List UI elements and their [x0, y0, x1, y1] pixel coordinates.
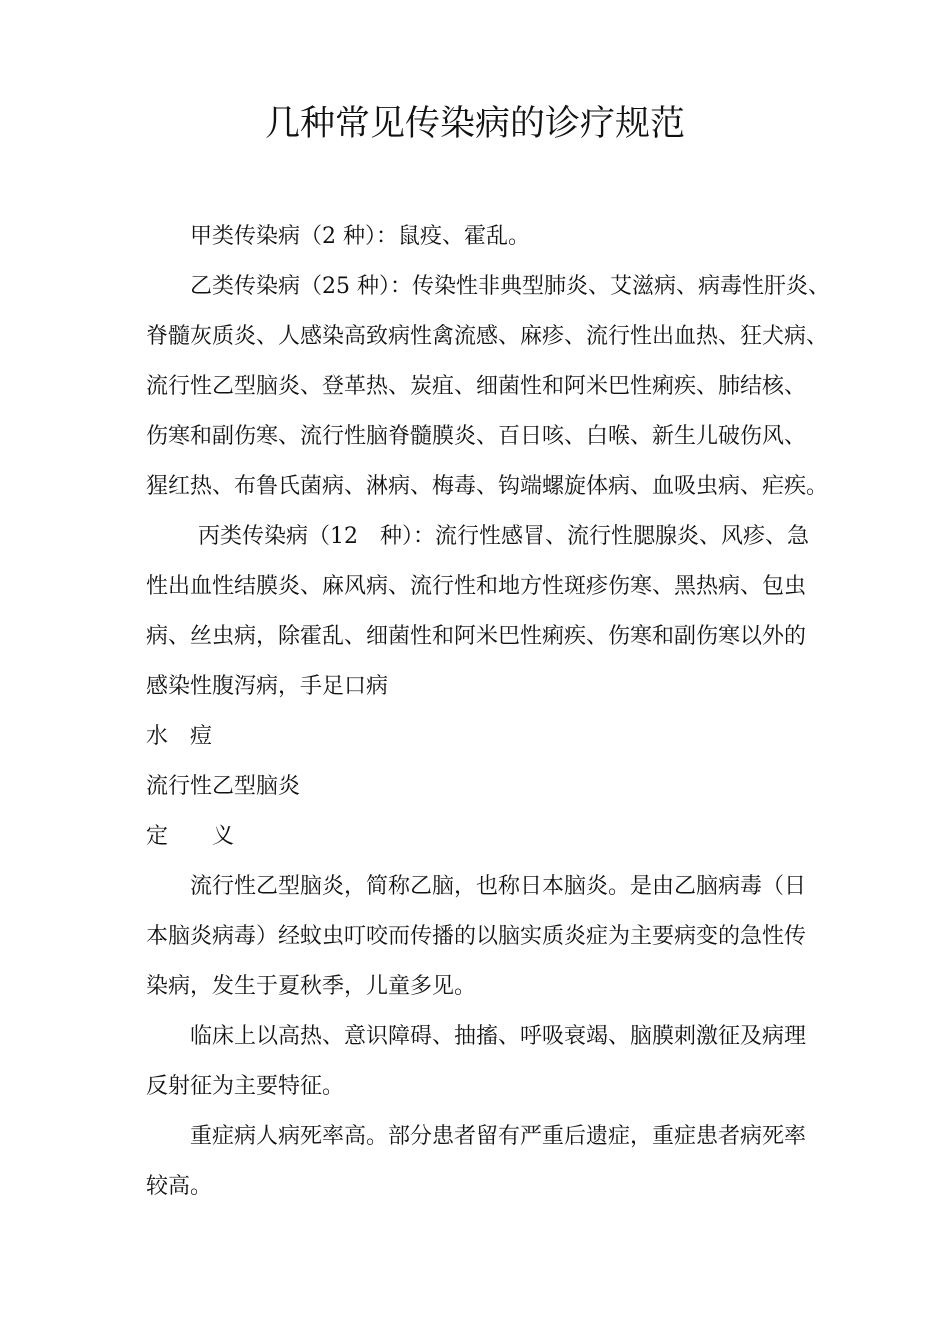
- paragraph-class-b-line-3: 流行性乙型脑炎、登革热、炭疽、细菌性和阿米巴性痢疾、肺结核、: [146, 374, 807, 399]
- heading-definition: 定 义: [146, 824, 235, 849]
- paragraph-class-b-line-4: 伤寒和副伤寒、流行性脑脊髓膜炎、百日咳、白喉、新生儿破伤风、: [146, 424, 807, 449]
- paragraph-class-a: 甲类传染病（2 种）：鼠疫、霍乱。: [190, 224, 530, 249]
- paragraph-class-c-line-1: 丙类传染病（12 种）：流行性感冒、流行性腮腺炎、风疹、急: [198, 524, 809, 549]
- paragraph-class-b-line-5: 猩红热、布鲁氏菌病、淋病、梅毒、钩端螺旋体病、血吸虫病、疟疾。: [146, 474, 829, 499]
- document-title: 几种常见传染病的诊疗规范: [264, 104, 685, 144]
- paragraph-mortality-line-2: 较高。: [146, 1174, 213, 1199]
- paragraph-class-b-line-1: 乙类传染病（25 种）：传染性非典型肺炎、艾滋病、病毒性肝炎、: [190, 274, 830, 299]
- paragraph-class-c-line-3: 病、丝虫病，除霍乱、细菌性和阿米巴性痢疾、伤寒和副伤寒以外的: [146, 624, 807, 649]
- heading-chickenpox: 水 痘: [146, 724, 213, 749]
- paragraph-definition-line-1: 流行性乙型脑炎，简称乙脑，也称日本脑炎。是由乙脑病毒（日: [190, 874, 807, 899]
- paragraph-class-c-line-4: 感染性腹泻病，手足口病: [146, 674, 389, 699]
- paragraph-clinical-line-2: 反射征为主要特征。: [146, 1074, 345, 1099]
- paragraph-definition-line-2: 本脑炎病毒）经蚊虫叮咬而传播的以脑实质炎症为主要病变的急性传: [146, 924, 807, 949]
- paragraph-mortality-line-1: 重症病人病死率高。部分患者留有严重后遗症，重症患者病死率: [190, 1124, 807, 1149]
- heading-japanese-encephalitis: 流行性乙型脑炎: [146, 774, 301, 799]
- paragraph-class-c-line-2: 性出血性结膜炎、麻风病、流行性和地方性斑疹伤寒、黑热病、包虫: [146, 574, 807, 599]
- paragraph-definition-line-3: 染病，发生于夏秋季，儿童多见。: [146, 974, 477, 999]
- paragraph-clinical-line-1: 临床上以高热、意识障碍、抽搐、呼吸衰竭、脑膜刺激征及病理: [190, 1024, 807, 1049]
- paragraph-class-b-line-2: 脊髓灰质炎、人感染高致病性禽流感、麻疹、流行性出血热、狂犬病、: [146, 324, 829, 349]
